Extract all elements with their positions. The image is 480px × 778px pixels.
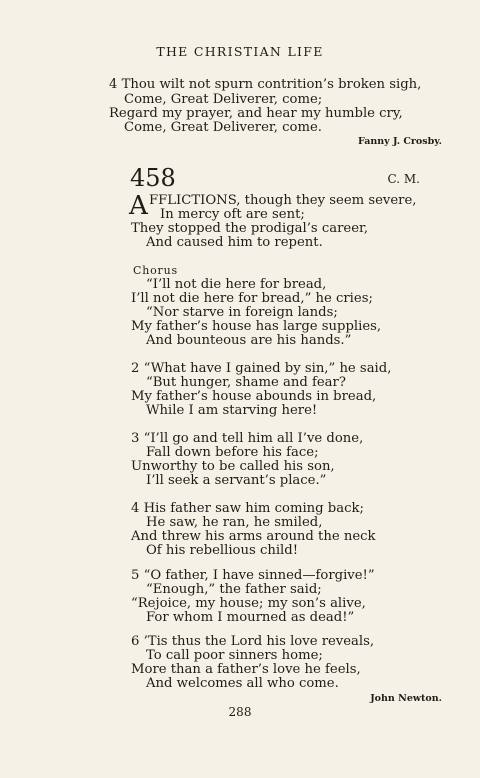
verse-line: 2 “What have I gained by sin,” he said, (131, 361, 392, 376)
verse-line: I’ll not die here for bread,” he cries; (131, 291, 373, 306)
hymn-author: John Newton. (370, 693, 442, 704)
verse-line: In mercy oft are sent; (160, 207, 305, 222)
verse-line: And threw his arms around the neck (131, 529, 376, 544)
verse-line: Unworthy to be called his son, (131, 459, 335, 474)
verse-line: He saw, he ran, he smiled, (146, 515, 323, 530)
verse-line: “Nor starve in foreign lands; (146, 305, 338, 320)
verse-line: Regard my prayer, and hear my humble cry, (109, 106, 403, 121)
verse-line: While I am starving here! (146, 403, 318, 418)
verse-line: They stopped the prodigal’s career, (131, 221, 369, 236)
verse-line: And caused him to repent. (146, 235, 323, 250)
verse-line: “But hunger, shame and fear? (146, 375, 346, 390)
verse-line: 6 ’Tis thus the Lord his love reveals, (131, 634, 375, 649)
verse-line: To call poor sinners home; (146, 648, 323, 663)
previous-hymn-author: Fanny J. Crosby. (357, 136, 442, 147)
verse-line: FFLICTIONS, though they seem severe, (149, 193, 417, 208)
verse-line: “Rejoice, my house; my son’s alive, (131, 596, 366, 611)
verse-line: Of his rebellious child! (146, 543, 299, 558)
verse-line: Come, Great Deliverer, come; (124, 92, 323, 107)
verse-line: I’ll seek a servant’s place.” (146, 473, 327, 488)
verse-line: And welcomes all who come. (146, 676, 339, 691)
verse-line: 4 His father saw him coming back; (131, 501, 364, 516)
drop-cap: A (129, 191, 148, 221)
verse-line: Fall down before his face; (146, 445, 319, 460)
verse-line: 4 Thou wilt not spurn contrition’s broken sigh, (109, 77, 422, 92)
verse-line: For whom I mourned as dead!” (146, 610, 355, 625)
verse-line: “Enough,” the father said; (146, 582, 322, 597)
hymn-meter: C. M. (387, 172, 420, 186)
chorus-label: Chorus (133, 264, 178, 277)
page-number: 288 (228, 705, 252, 719)
hymn-number: 458 (130, 164, 176, 192)
verse-line: Come, Great Deliverer, come. (124, 120, 322, 135)
verse-line: 3 “I’ll go and tell him all I’ve done, (131, 431, 364, 446)
verse-line: “I’ll not die here for bread, (146, 277, 327, 292)
verse-line: More than a father’s love he feels, (131, 662, 361, 677)
verse-line: My father’s house abounds in bread, (131, 389, 377, 404)
verse-line: And bounteous are his hands.” (146, 333, 352, 348)
verse-line: 5 “O father, I have sinned—forgive!” (131, 568, 375, 583)
running-head: THE CHRISTIAN LIFE (156, 44, 324, 59)
verse-line: My father’s house has large supplies, (131, 319, 382, 334)
